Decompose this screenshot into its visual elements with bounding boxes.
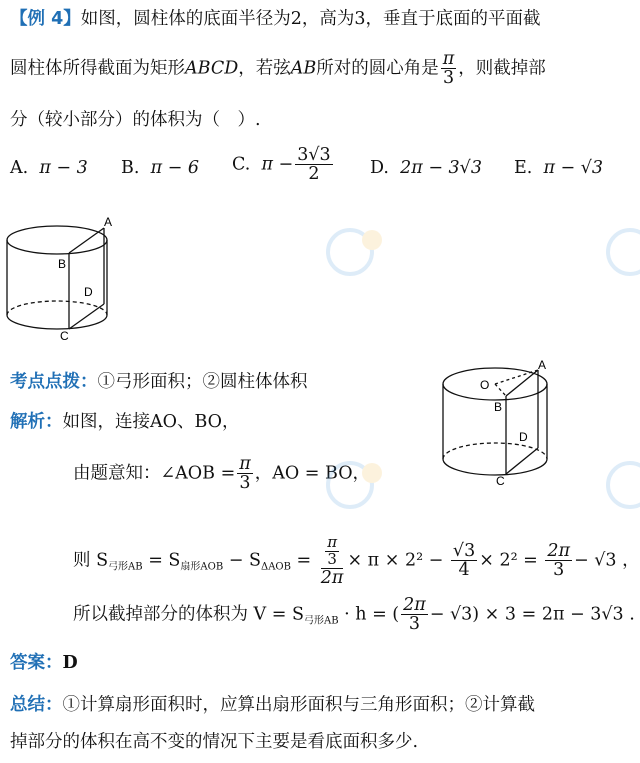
fraction-denominator: 3 [553,560,565,581]
label-a: A [104,215,113,229]
problem-line-1 [10,6,541,32]
option-letter: C. [232,154,251,175]
label-d: D [84,285,93,299]
problem-text-2c: 所对的圆心角是 [316,58,439,79]
cylinder-figure-1 [0,210,125,345]
watermark-icon [322,222,392,282]
option-letter: B. [121,158,140,178]
fraction-numerator: √3 [452,541,476,562]
key-points-text: ①弓形面积；②圆柱体体积 [97,372,308,392]
step-2-text: × π × 2² − [347,550,444,571]
example-tag: 【例 4】 [10,9,81,29]
summary-line-2: 掉部分的体积在高不变的情况下主要是看底面积多少. [10,732,419,752]
label-b: B [494,400,503,414]
chord-label: AB [290,58,317,79]
option-c-fraction [295,146,332,184]
problem-text-2a: 圆柱体所得截面为矩形 [10,58,185,79]
analysis-line [10,409,240,435]
watermark-icon [322,455,392,515]
option-b [121,158,199,178]
step-2-text: − S [223,550,261,571]
fraction-numerator: 2π [403,595,426,615]
answer-value: D [62,653,78,673]
watermark-icon [602,222,640,282]
answer-label: 答案： [10,653,63,673]
subscript: 弓形AB [303,615,339,627]
step-3-text: 所以截掉部分的体积为 V = S [73,604,304,625]
step-2-text: 则 S [73,550,109,571]
fraction-denominator: 3 [239,473,251,494]
fraction-numerator: π [239,454,251,474]
key-points-label: 考点点拨： [10,372,98,392]
analysis-text: 如图，连接AO、BO， [62,412,240,432]
summary-text-1: ①计算扇形面积时，应算出扇形面积与三角形面积；②计算截 [62,695,535,715]
rect-label: ABCD [185,58,239,79]
option-letter: A. [10,158,29,178]
option-text: π − 3 [39,158,88,178]
fraction-numerator [321,535,343,569]
label-o: O [480,378,490,392]
step-3-text: − √3) × 3 = 2π − 3√3 . [429,604,635,625]
step-3-text: · h = ( [338,604,400,625]
fraction-denominator: 3 [442,68,455,89]
problem-text-1: 如图，圆柱体的底面半径为2，高为3，垂直于底面的平面截 [80,9,541,29]
fraction-numerator: π [327,533,338,551]
fraction-numerator: 2π [547,541,571,562]
fraction [401,596,428,634]
inner-fraction [325,535,339,568]
problem-line-2 [10,50,546,88]
fraction-denominator: 2π [320,567,344,588]
key-points-line [10,369,308,395]
label-b: B [58,257,67,271]
fraction-numerator: 3√3 [297,145,331,165]
option-d [370,158,482,178]
subscript: 弓形AB [108,561,143,573]
label-a: A [538,358,547,372]
summary-line-1 [10,692,535,718]
option-letter: E. [514,158,533,178]
option-c [232,146,335,184]
fraction-denominator: 2 [308,164,320,185]
option-e [514,158,603,178]
problem-text-2b: ，若弦 [238,58,291,79]
step-1-text: 由题意知：∠AOB = [73,463,236,484]
option-text: π − [261,154,294,175]
watermark-icon [602,455,640,515]
label-c: C [496,474,505,488]
subscript: ΔAOB [260,561,291,573]
label-c: C [60,329,69,343]
fraction-denominator: 3 [408,614,421,635]
step-1-text-end: ，AO = BO， [254,463,371,484]
option-letter: D. [370,158,389,178]
option-text: π − √3 [543,158,604,178]
option-a [10,158,88,178]
step-2-text: = [290,550,312,571]
fraction-denominator: 3 [327,549,337,568]
problem-line-3: 分（较小部分）的体积为（ ）. [10,110,261,130]
step-2-text: − √3 ， [574,550,640,571]
fraction-denominator: 4 [458,560,470,581]
fraction-numerator: π [442,49,455,69]
step-2-text: × 2² = [479,550,538,571]
complex-fraction [319,535,346,587]
fraction [451,542,477,580]
problem-text-2d: ，则截掉部 [458,58,546,79]
option-text: 2π − 3√3 [400,158,482,178]
step-2-text: = S [142,550,181,571]
subscript: 扇形AOB [180,561,224,573]
step-3 [73,596,635,634]
angle-fraction [441,50,457,88]
fraction [545,542,572,580]
label-d: D [519,430,528,444]
option-text: π − 6 [150,158,200,178]
cylinder-figure-2 [430,357,560,492]
answer-line [10,650,78,676]
step-1-fraction [237,455,253,493]
step-2 [73,535,640,587]
analysis-label: 解析： [10,412,63,432]
summary-label: 总结： [10,695,63,715]
